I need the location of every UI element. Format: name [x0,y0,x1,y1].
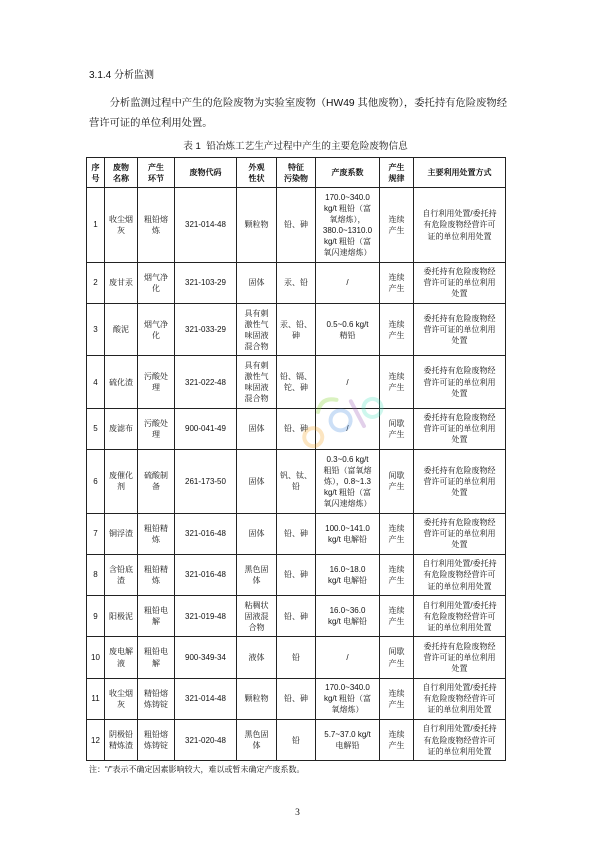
cell-disposal-method: 委托持有危险废物经营许可证的单位利用处置 [414,408,506,449]
header-line: 规律 [388,173,405,183]
cell-disposal-method: 自行利用处置/委托持有危险废物经营许可证的单位利用处置 [414,188,506,263]
cell-serial-number: 12 [87,719,105,760]
table-row [87,554,506,595]
hazardous-waste-table [86,157,506,761]
table-row [87,304,506,356]
header-line: 性状 [248,173,265,183]
table-row [87,408,506,449]
cell-source-process: 粗铅精炼 [138,513,175,554]
cell-generation-pattern: 连续产生 [380,719,414,760]
cell-waste-name: 废催化剂 [105,450,138,513]
cell-source-process: 硫酸制备 [138,450,175,513]
cell-pollutants: 铅、砷 [277,188,316,263]
cell-waste-code: 321-014-48 [175,188,237,263]
cell-serial-number: 1 [87,188,105,263]
cell-appearance: 粘稠状固液混合物 [237,596,277,637]
cell-disposal-method: 委托持有危险废物经营许可证的单位利用处置 [414,637,506,678]
cell-waste-name: 收尘烟灰 [105,188,138,263]
cell-waste-code: 321-020-48 [175,719,237,760]
header-line: 特征 [288,162,304,172]
cell-serial-number: 9 [87,596,105,637]
cell-appearance: 固体 [237,408,277,449]
cell-disposal-method: 自行利用处置/委托持有危险废物经营许可证的单位利用处置 [414,678,506,719]
cell-pollutants: 铅、砷 [277,513,316,554]
cell-source-process: 烟气净化 [138,262,175,303]
cell-source-process: 烟气净化 [138,304,175,356]
cell-disposal-method: 委托持有危险废物经营许可证的单位利用处置 [414,262,506,303]
cell-waste-name: 收尘烟灰 [105,678,138,719]
cell-appearance: 液体 [237,637,277,678]
table-note: 注：“/”表示不确定因素影响较大，难以或暂未确定产废系数。 [89,765,305,775]
cell-source-process: 粗铅电解 [138,596,175,637]
cell-waste-code: 261-173-50 [175,450,237,513]
cell-generation-pattern: 连续产生 [380,304,414,356]
header-line: 主要利用处置方式 [427,168,492,178]
header-line: 污染物 [284,173,308,183]
cell-generation-coefficient: 0.3~0.6 kg/t 粗铅（富氧熔炼），0.8~1.3 kg/t 粗铅（富氧闪速熔炼） [316,450,380,513]
table-row [87,678,506,719]
section-heading: 3.1.4 分析监测 [89,70,155,81]
table-row [87,719,506,760]
cell-generation-coefficient: 16.0~18.0 kg/t 电解铅 [316,554,380,595]
cell-appearance: 固体 [237,262,277,303]
table-body [87,188,506,761]
cell-appearance: 黑色固体 [237,554,277,595]
cell-waste-code: 321-016-48 [175,513,237,554]
cell-pollutants: 铅、砷 [277,678,316,719]
cell-pollutants: 钒、钛、铅 [277,450,316,513]
header-line: 产废系数 [331,168,364,178]
header-line: 环节 [148,173,164,183]
table-row [87,637,506,678]
table-row [87,450,506,513]
cell-generation-coefficient: 5.7~37.0 kg/t 电解铅 [316,719,380,760]
cell-disposal-method: 委托持有危险废物经营许可证的单位利用处置 [414,356,506,408]
cell-source-process: 粗铅熔炼铸锭 [138,719,175,760]
table-row [87,188,506,263]
cell-waste-name: 废甘汞 [105,262,138,303]
cell-waste-name: 硫化渣 [105,356,138,408]
cell-disposal-method: 自行利用处置/委托持有危险废物经营许可证的单位利用处置 [414,596,506,637]
cell-pollutants: 铅 [277,637,316,678]
header-line: 名称 [113,173,129,183]
cell-waste-code: 321-016-48 [175,554,237,595]
cell-generation-coefficient: 170.0~340.0 kg/t 粗铅（富氧熔炼），380.0~1310.0 kg/t 粗铅（富氧闪速熔炼） [316,188,380,263]
header-line: 外观 [248,162,265,172]
cell-appearance: 颗粒物 [237,678,277,719]
cell-serial-number: 6 [87,450,105,513]
cell-generation-pattern: 连续产生 [380,596,414,637]
cell-generation-pattern: 连续产生 [380,554,414,595]
cell-serial-number: 3 [87,304,105,356]
cell-appearance: 具有刺激性气味固液混合物 [237,304,277,356]
header-disposal-method [414,158,506,188]
cell-waste-name: 阴极铅精炼渣 [105,719,138,760]
cell-pollutants: 铅、砷 [277,554,316,595]
table-caption: 表 1 铅冶炼工艺生产过程中产生的主要危险废物信息 [183,141,408,152]
cell-pollutants: 汞、铅、砷 [277,304,316,356]
section-paragraph: 分析监测过程中产生的危险废物为实验室废物（HW49 其他废物），委托持有危险废物经营许可证的单位利用处置。 [89,98,507,129]
cell-appearance: 具有刺激性气味固液混合物 [237,356,277,408]
cell-generation-pattern: 连续产生 [380,513,414,554]
cell-pollutants: 汞、铅 [277,262,316,303]
header-line: 号 [91,173,100,183]
cell-waste-name: 废电解液 [105,637,138,678]
header-source-process [138,158,175,188]
cell-generation-coefficient: 0.5~0.6 kg/t 精铅 [316,304,380,356]
cell-source-process: 精铅熔炼铸锭 [138,678,175,719]
cell-generation-coefficient: 100.0~141.0 kg/t 电解铅 [316,513,380,554]
cell-generation-pattern: 连续产生 [380,678,414,719]
table-row [87,356,506,408]
header-waste-code [175,158,237,188]
cell-waste-code: 321-103-29 [175,262,237,303]
cell-serial-number: 8 [87,554,105,595]
cell-generation-coefficient: 170.0~340.0 kg/t 粗铅（富氧熔炼） [316,678,380,719]
cell-disposal-method: 委托持有危险废物经营许可证的单位利用处置 [414,513,506,554]
cell-waste-name: 铜浮渣 [105,513,138,554]
cell-serial-number: 5 [87,408,105,449]
cell-generation-pattern: 连续产生 [380,188,414,263]
cell-generation-coefficient: / [316,408,380,449]
cell-waste-name: 废滤布 [105,408,138,449]
cell-generation-pattern: 间歇产生 [380,637,414,678]
cell-appearance: 黑色固体 [237,719,277,760]
table-row [87,596,506,637]
header-generation-coefficient [316,158,380,188]
cell-generation-coefficient: / [316,356,380,408]
cell-source-process: 粗铅电解 [138,637,175,678]
cell-waste-name: 阳极泥 [105,596,138,637]
table-row [87,262,506,303]
header-line: 序 [91,162,100,172]
header-appearance [237,158,277,188]
cell-source-process: 污酸处理 [138,356,175,408]
cell-pollutants: 铅、砷 [277,596,316,637]
cell-serial-number: 2 [87,262,105,303]
cell-source-process: 粗铅熔炼 [138,188,175,263]
header-line: 产生 [388,162,405,172]
cell-source-process: 粗铅精炼 [138,554,175,595]
cell-waste-code: 900-041-49 [175,408,237,449]
header-generation-pattern [380,158,414,188]
cell-source-process: 污酸处理 [138,408,175,449]
cell-serial-number: 10 [87,637,105,678]
cell-generation-coefficient: 16.0~36.0 kg/t 电解铅 [316,596,380,637]
cell-generation-coefficient: / [316,637,380,678]
page-number: 3 [295,808,300,818]
cell-appearance: 颗粒物 [237,188,277,263]
header-line: 废物代码 [189,168,222,178]
cell-generation-pattern: 连续产生 [380,262,414,303]
header-pollutants [277,158,316,188]
cell-pollutants: 铅 [277,719,316,760]
cell-serial-number: 7 [87,513,105,554]
cell-pollutants: 铅、镉、铊、砷 [277,356,316,408]
cell-waste-name: 酸泥 [105,304,138,356]
cell-pollutants: 铅、砷 [277,408,316,449]
cell-generation-coefficient: / [316,262,380,303]
header-serial-number [87,158,105,188]
cell-appearance: 固体 [237,513,277,554]
cell-generation-pattern: 间歇产生 [380,408,414,449]
cell-disposal-method: 委托持有危险废物经营许可证的单位利用处置 [414,304,506,356]
cell-waste-code: 900-349-34 [175,637,237,678]
cell-disposal-method: 自行利用处置/委托持有危险废物经营许可证的单位利用处置 [414,719,506,760]
cell-generation-pattern: 间歇产生 [380,450,414,513]
cell-serial-number: 4 [87,356,105,408]
cell-serial-number: 11 [87,678,105,719]
header-line: 产生 [148,162,164,172]
table-header-row [87,158,506,188]
header-waste-name [105,158,138,188]
cell-appearance: 固体 [237,450,277,513]
table-row [87,513,506,554]
header-line: 废物 [113,162,129,172]
cell-waste-name: 含铅底渣 [105,554,138,595]
cell-generation-pattern: 连续产生 [380,356,414,408]
cell-waste-code: 321-022-48 [175,356,237,408]
cell-disposal-method: 委托持有危险废物经营许可证的单位利用处置 [414,450,506,513]
cell-disposal-method: 自行利用处置/委托持有危险废物经营许可证的单位利用处置 [414,554,506,595]
cell-waste-code: 321-019-48 [175,596,237,637]
cell-waste-code: 321-033-29 [175,304,237,356]
cell-waste-code: 321-014-48 [175,678,237,719]
table-container [86,157,505,776]
